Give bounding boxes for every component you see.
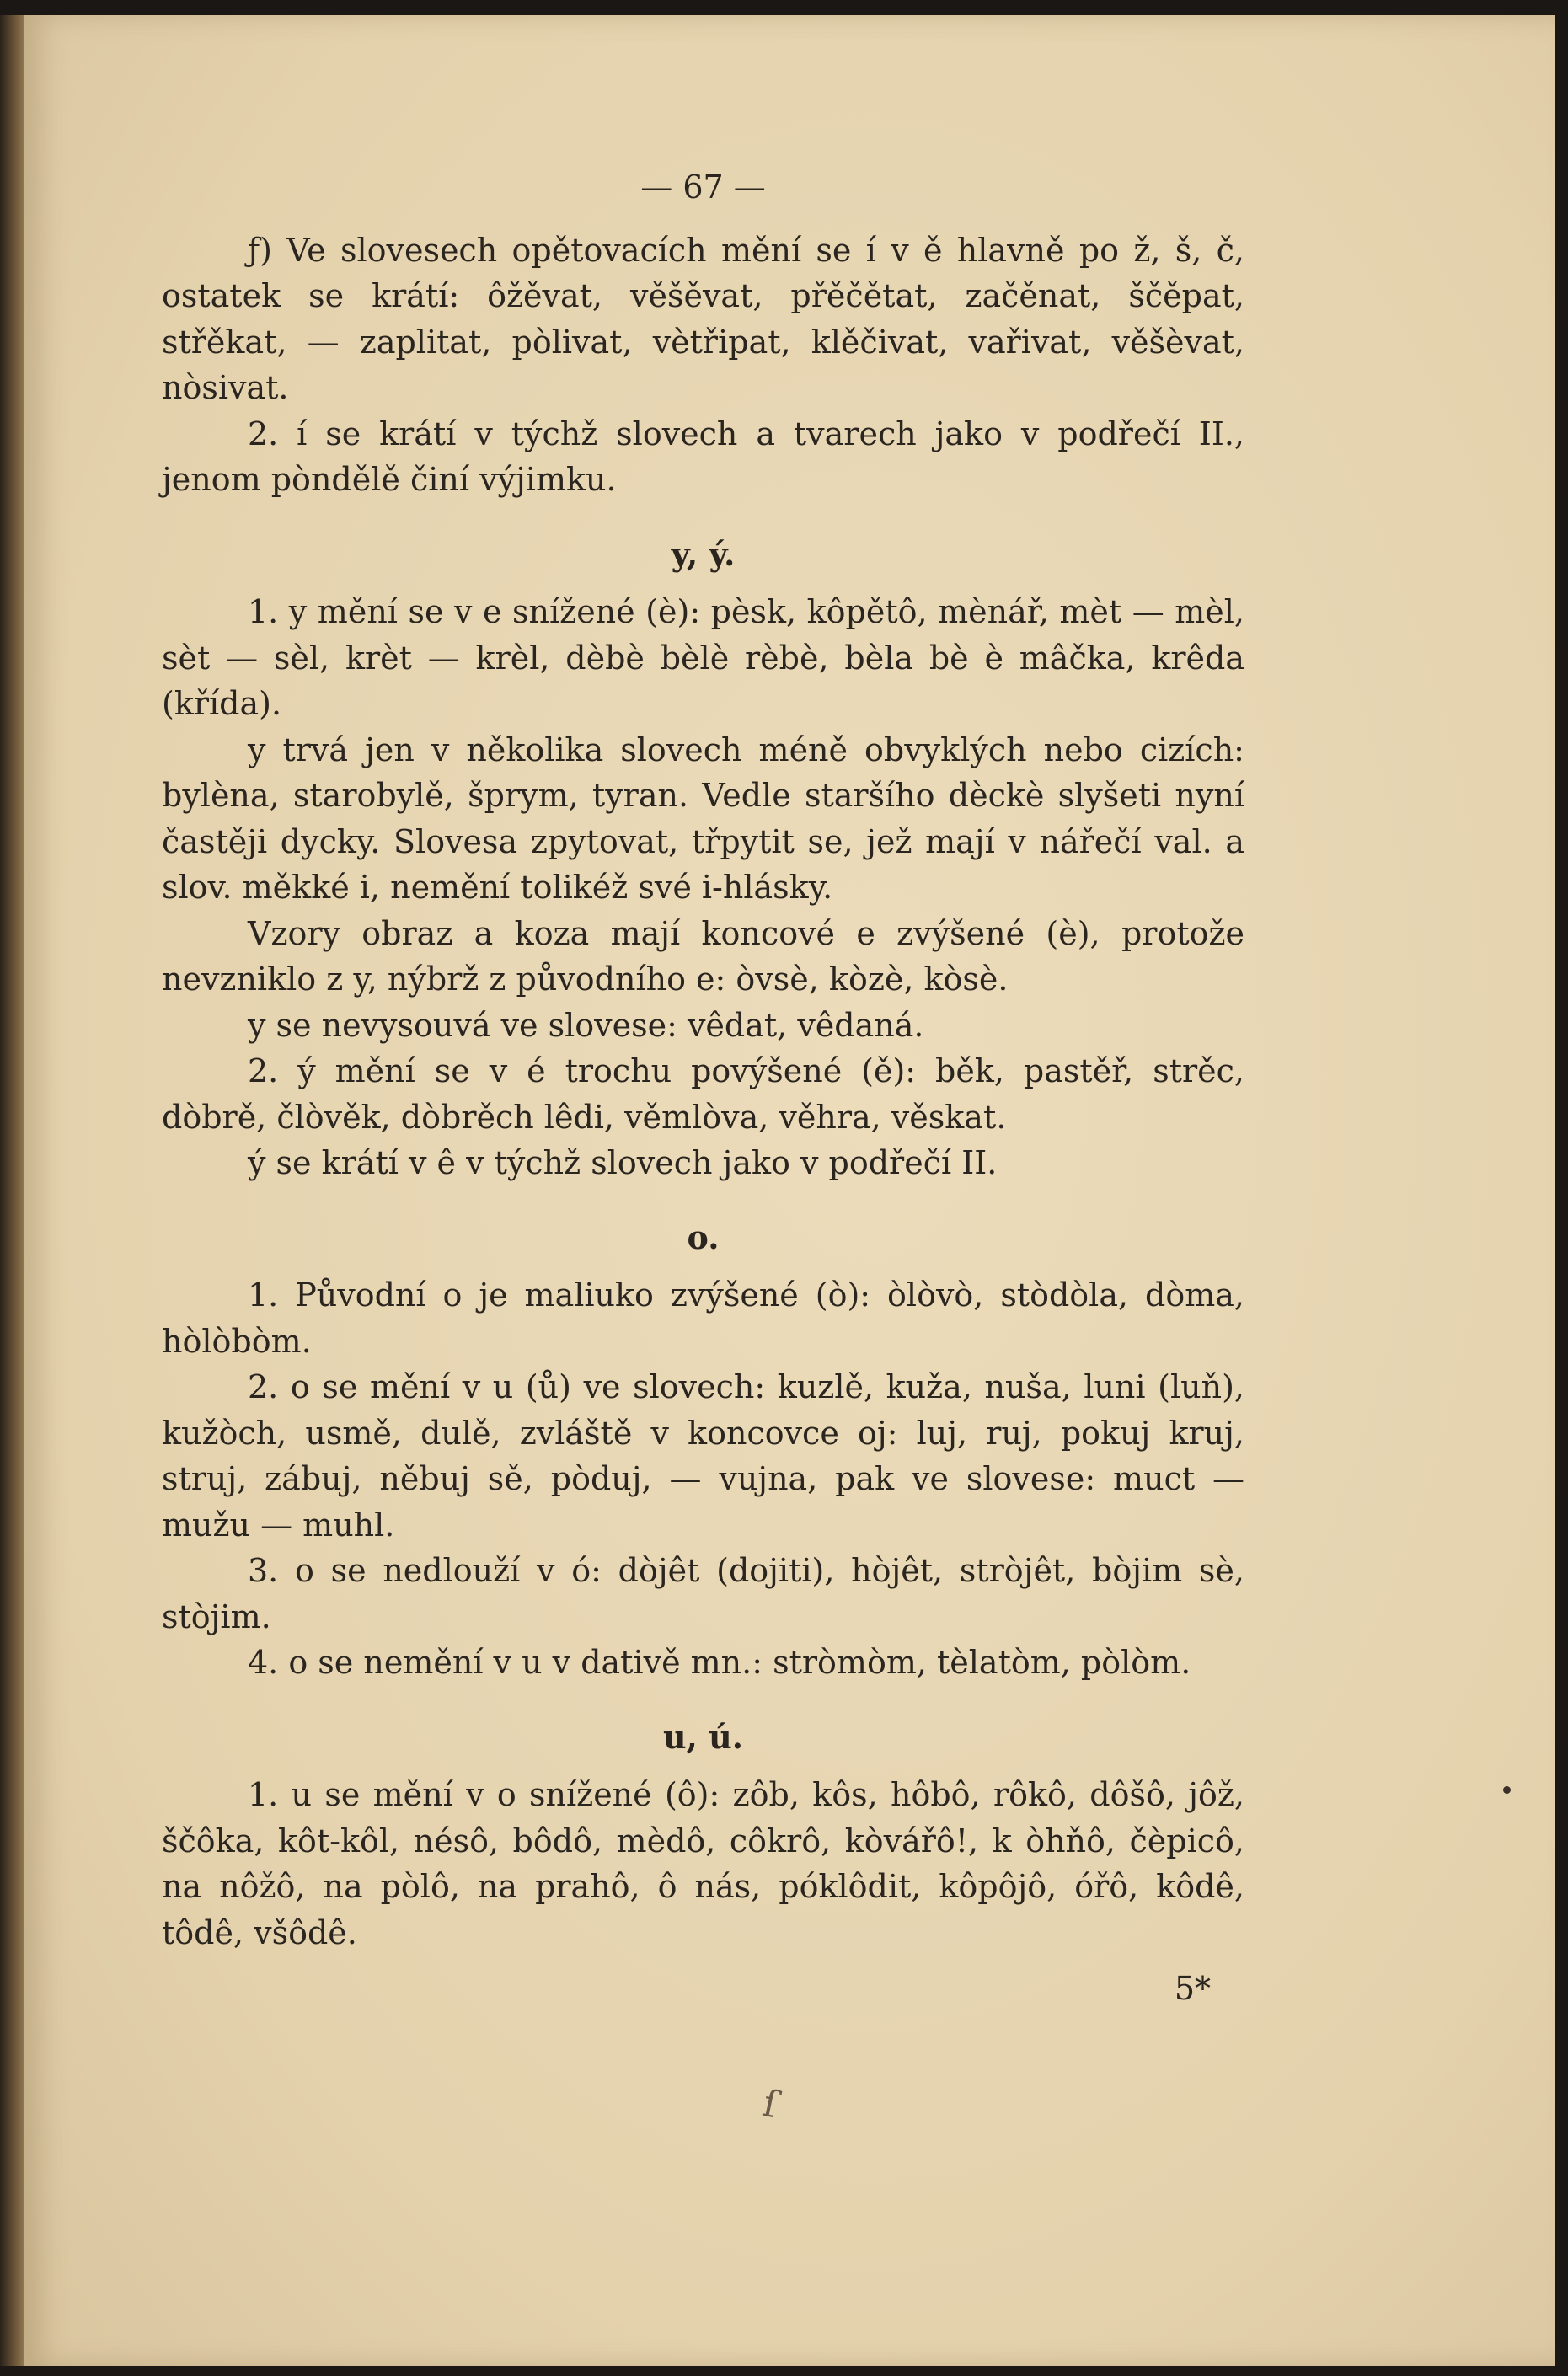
paragraph: 2. ý mění se v é trochu povýšené (ě): běk, pastěř, strěc, dòbrě, člòvěk, dòbrěch lêdi, věmlòva, věhra, věskat.: [162, 1052, 1244, 1136]
stray-pen-mark: ſ: [758, 2081, 782, 2127]
paragraph: 1. Původní o je maliuko zvýšené (ò): òlòvò, stòdòla, dòma, hòlòbòm.: [162, 1276, 1244, 1360]
section-heading-o: o.: [687, 1217, 720, 1256]
paragraph: ƒ) Ve slovesech opětovacích mění se í v ě hlavně po ž, š, č, ostatek se krátí: ôžěvat, věšěvat, přěčětat, začěnat, ščěpat, střěkat, — zaplitat, pòlivat, vètřipat, klěčivat, vařivat, věšèvat, nòsivat.: [162, 231, 1244, 406]
paragraph: 1. u se mění v o snížené (ô): zôb, kôs, hôbô, rôkô, dôšô, jôž, ščôka, kôt-kôl, nésô, bôdô, mèdô, côkrô, kòvářô!, k òhňô, čèpicô, na nôžô, na pòlô, na prahô, ô nás, póklôdit, kôpôjô, óřô, kôdê, tôdê, všôdê.: [162, 1776, 1244, 1951]
paragraph: 3. o se nedlouží v ó: dòjêt (dojiti), hòjêt, stròjêt, bòjim sè, stòjim.: [162, 1552, 1244, 1635]
paragraph: ý se krátí v ê v týchž slovech jako v podřečí II.: [248, 1144, 998, 1181]
page-text: [162, 164, 1244, 2012]
ink-dot: [1503, 1786, 1511, 1794]
paragraph: y trvá jen v několika slovech méně obvyklých nebo cizích: bylèna, starobylě, šprym, tyran. Vedle staršího dèckè slyšeti nyní častěji dycky. Slovesa zpytovat, třpytit se, jež mají v nářečí val. a slov. měkké i, nemění tolikéž své i-hlásky.: [162, 730, 1244, 906]
paragraph: y se nevysouvá ve slovese: vêdat, vêdaná.: [248, 1006, 924, 1044]
paragraph: 2. o se mění v u (ů) ve slovech: kuzlě, kuža, nuša, luni (luň), kužòch, usmě, dulě, zvláště v koncovce oj: luj, ruj, pokuj kruj, struj, zábuj, něbuj sě, pòduj, — vujna, pak ve slovese: muct — mužu — muhl.: [162, 1368, 1244, 1544]
paragraph: Vzory obraz a koza mají koncové e zvýšené (è), protože nevzniklo z y, nýbrž z původního e: òvsè, kòzè, kòsè.: [162, 914, 1244, 998]
paragraph: 1. y mění se v e snížené (è): pèsk, kôpětô, mènář, mèt — mèl, sèt — sèl, krèt — krèl, dèbè bèlè rèbè, bèla bè è mâčka, krêda (křída).: [162, 593, 1244, 722]
signature-mark: 5*: [1174, 1970, 1211, 2007]
paragraph: 4. o se nemění v u v dativě mn.: stròmòm, tèlatòm, pòlòm.: [248, 1644, 1191, 1681]
paragraph: 2. í se krátí v týchž slovech a tvarech jako v podřečí II., jenom pòndělě činí výjimku.: [162, 415, 1244, 498]
section-heading-u: u, ú.: [663, 1717, 743, 1756]
section-heading-y: y, ý.: [671, 534, 736, 573]
page-number: — 67 —: [640, 169, 766, 206]
